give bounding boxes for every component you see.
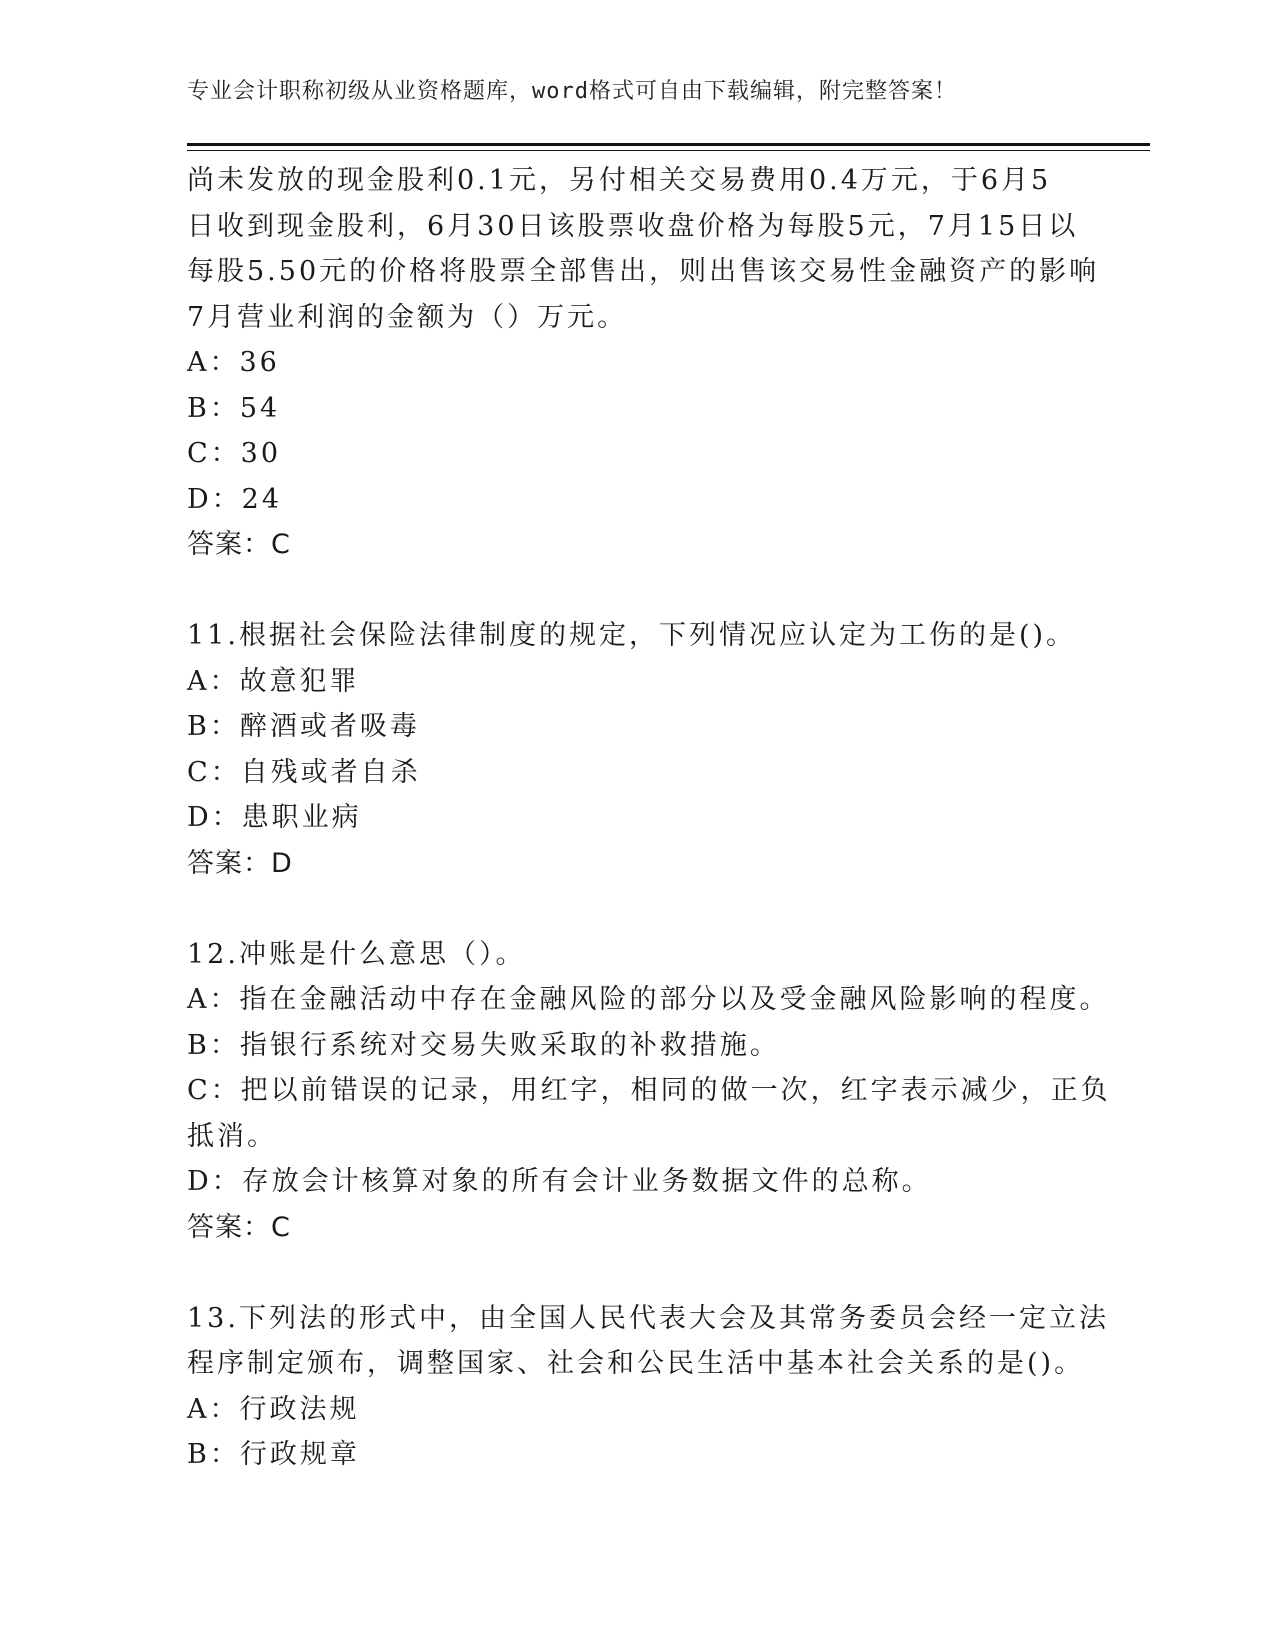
question-block (187, 158, 1100, 568)
answer-label: 答案：D (187, 847, 293, 879)
question-text: 每股5.50元的价格将股票全部售出，则出售该交易性金融资产的影响 (187, 256, 1100, 287)
question-text: 7月营业利润的金额为（）万元。 (187, 301, 628, 333)
option-d: D：24 (187, 483, 283, 515)
question-text: 日收到现金股利，6月30日该股票收盘价格为每股5元，7月15日以 (187, 210, 1079, 242)
option-c: C：自残或者自杀 (187, 756, 421, 788)
question-text: 11.根据社会保险法律制度的规定，下列情况应认定为工伤的是()。 (187, 620, 1077, 651)
option-b: B：54 (187, 392, 281, 424)
option-c: C：30 (187, 438, 282, 469)
option-d: D：存放会计核算对象的所有会计业务数据文件的总称。 (187, 1166, 932, 1197)
option-c: C：把以前错误的记录，用红字，相同的做一次，红字表示减少，正负 (187, 1075, 1111, 1106)
answer-label: 答案：C (187, 1211, 291, 1243)
page-header: 专业会计职称初级从业资格题库，word格式可自由下载编辑，附完整答案！ (187, 79, 957, 104)
header-rule-thin (187, 150, 1150, 151)
question-block (187, 613, 1087, 886)
question-block (187, 932, 1111, 1251)
option-a: A：指在金融活动中存在金融风险的部分以及受金融风险影响的程度。 (187, 984, 1110, 1015)
option-b: B：指银行系统对交易失败采取的补救措施。 (187, 1029, 780, 1061)
option-a: A：行政法规 (187, 1393, 360, 1425)
question-text: 13.下列法的形式中，由全国人民代表大会及其常务委员会经一定立法 (187, 1302, 1109, 1334)
question-text: 程序制定颁布，调整国家、社会和公民生活中基本社会关系的是()。 (187, 1348, 1085, 1379)
answer-label: 答案：C (187, 529, 291, 560)
option-a: A：36 (187, 347, 280, 378)
question-content (187, 158, 1111, 1478)
question-text: 尚未发放的现金股利0.1元，另付相关交易费用0.4万元，于6月5 (187, 165, 1052, 196)
option-a: A：故意犯罪 (187, 665, 360, 697)
header-rule (187, 143, 1150, 146)
question-block (187, 1296, 1109, 1478)
option-c-continued: 抵消。 (187, 1120, 277, 1152)
option-d: D：患职业病 (187, 802, 362, 833)
option-b: B：醉酒或者吸毒 (187, 711, 420, 742)
question-text: 12.冲账是什么意思（）。 (187, 938, 526, 970)
option-b: B：行政规章 (187, 1439, 360, 1470)
